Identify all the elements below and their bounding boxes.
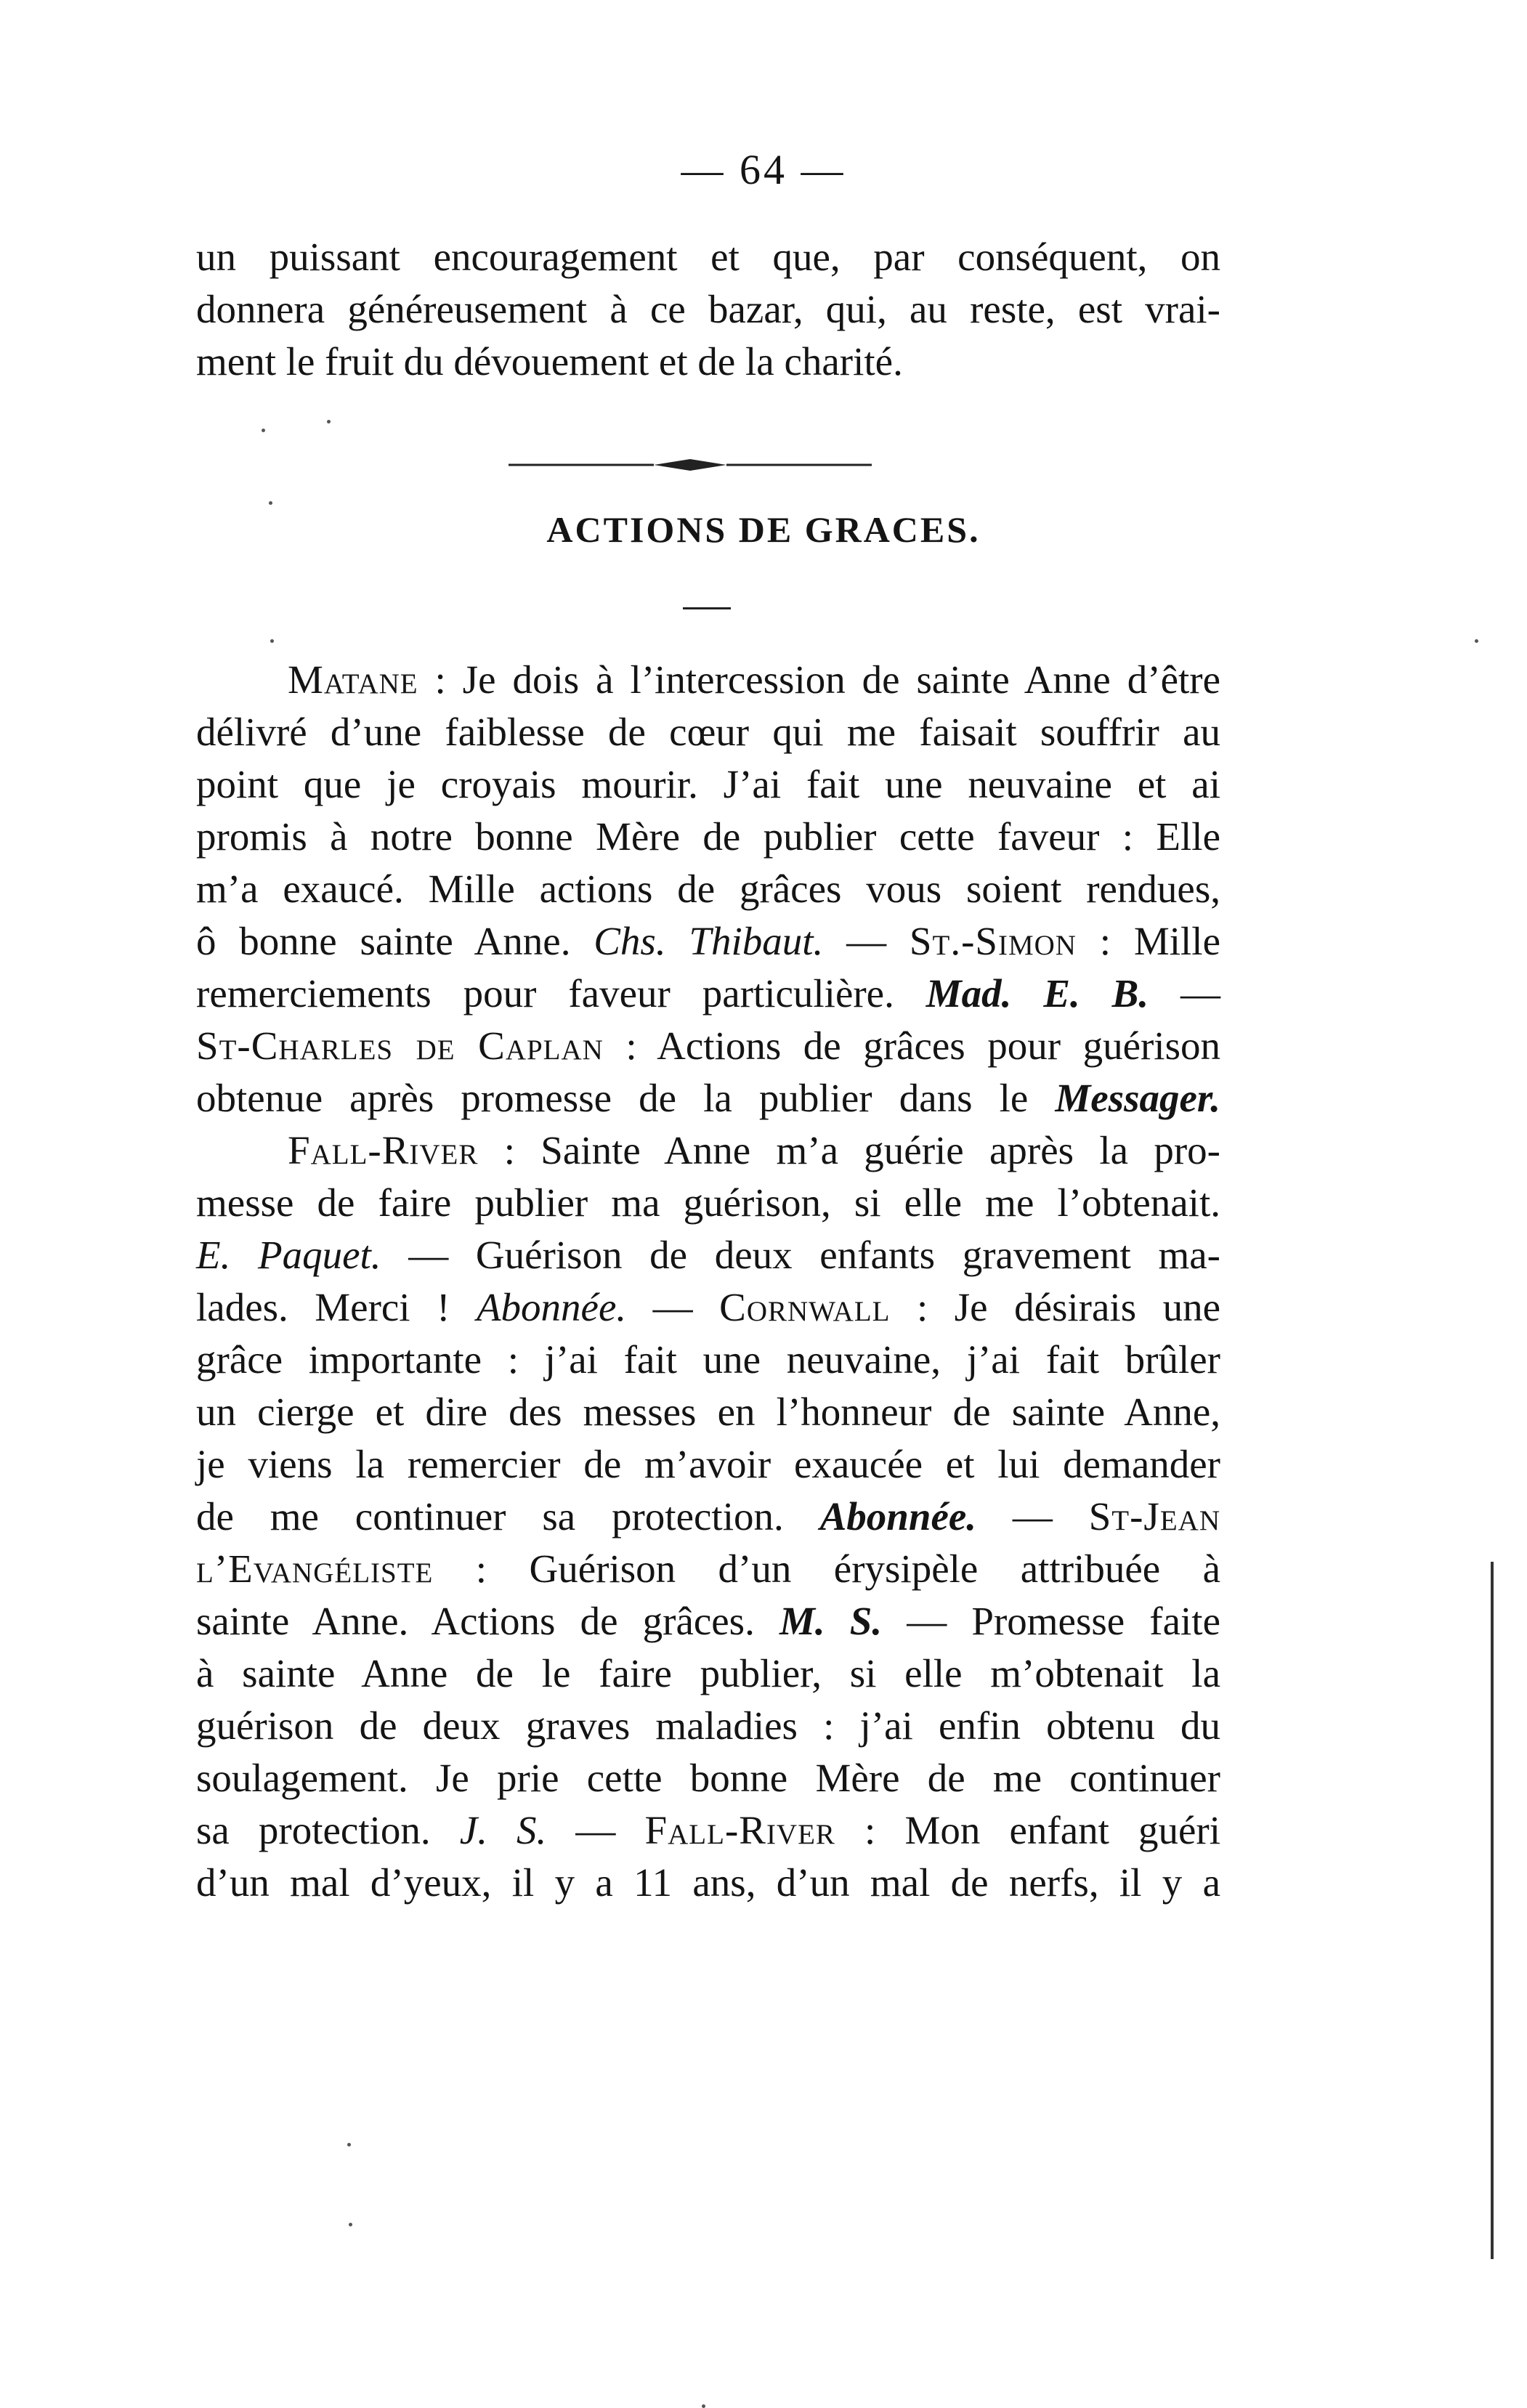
text-run: remerciements pour faveur particulière. xyxy=(196,971,926,1016)
text-line: point que je croyais mourir. J’ai fait une neuvaine et ai xyxy=(196,762,1220,806)
text-run: : Je dois à l’intercession de sainte Anne d’être xyxy=(418,657,1220,702)
text-line xyxy=(196,1804,1220,1857)
text-line: un cierge et dire des messes en l’honneur de sainte Anne, xyxy=(196,1390,1220,1434)
ornament-rule xyxy=(509,456,872,474)
text-line xyxy=(196,1543,1220,1595)
text-run: lades. Merci ! xyxy=(196,1285,477,1329)
signature: J. S. xyxy=(459,1808,547,1852)
signature: Abonnée. xyxy=(476,1285,627,1329)
text-line: délivré d’une faiblesse de cœur qui me faisait souffrir au xyxy=(196,710,1220,754)
signature: Abonnée. xyxy=(819,1494,977,1539)
scan-speck xyxy=(347,2143,351,2146)
text-run: ô bonne sainte Anne. xyxy=(196,919,594,963)
scan-speck xyxy=(1475,639,1478,643)
text-line: soulagement. Je prie cette bonne Mère de me continuer xyxy=(196,1756,1220,1800)
text-line xyxy=(196,654,1220,706)
scan-edge-line xyxy=(1491,1562,1494,2259)
text-run: : Sainte Anne m’a guérie après la pro- xyxy=(478,1128,1220,1172)
scan-speck xyxy=(262,429,265,432)
text-run: sainte Anne. Actions de grâces. xyxy=(196,1599,779,1643)
text-run: — xyxy=(626,1285,720,1329)
place-name: St-Jean xyxy=(1088,1494,1220,1539)
text-run: : Guérison d’un érysipèle attribuée à xyxy=(433,1546,1220,1591)
text-line xyxy=(196,1281,1220,1334)
section-title: ACTIONS DE GRACES. xyxy=(546,509,981,550)
text-line: messe de faire publier ma guérison, si elle me l’obtenait. xyxy=(196,1180,1220,1225)
text-line: donnera généreusement à ce bazar, qui, au reste, est vrai- xyxy=(196,287,1220,331)
text-line xyxy=(196,915,1220,968)
text-line: d’un mal d’yeux, il y a 11 ans, d’un mal de nerfs, il y a xyxy=(196,1860,1220,1905)
text-line: grâce importante : j’ai fait une neuvaine, j’ai fait brûler xyxy=(196,1337,1220,1382)
text-line xyxy=(196,1229,1220,1281)
page-number: — 64 — xyxy=(681,146,846,193)
place-name: Cornwall xyxy=(719,1285,891,1329)
scan-speck xyxy=(349,2223,352,2226)
text-line: promis à notre bonne Mère de publier cette faveur : Elle xyxy=(196,814,1220,859)
scan-speck xyxy=(269,501,272,505)
text-line: à sainte Anne de le faire publier, si elle m’obtenait la xyxy=(196,1651,1220,1695)
text-line xyxy=(196,1020,1220,1072)
text-run: : Actions de grâces pour guérison xyxy=(603,1023,1220,1068)
scan-speck xyxy=(327,420,331,423)
text-run: — xyxy=(1149,971,1221,1016)
text-line xyxy=(196,1124,1220,1177)
text-run: — Guérison de deux enfants gravement ma- xyxy=(381,1233,1220,1277)
text-line: ment le fruit du dévouement et de la charité. xyxy=(196,339,903,384)
text-line xyxy=(196,968,1220,1020)
text-run: — xyxy=(823,919,910,963)
text-run: obtenue après promesse de la publier dans le xyxy=(196,1076,1056,1120)
text-run: — Promesse faite xyxy=(882,1599,1221,1643)
place-name: Fall-River xyxy=(288,1128,479,1172)
text-line: guérison de deux graves maladies : j’ai enfin obtenu du xyxy=(196,1703,1220,1748)
signature: Messager. xyxy=(1055,1076,1220,1120)
text-run: : Je désirais une xyxy=(890,1285,1221,1329)
scan-speck xyxy=(702,2404,705,2408)
thanks-paragraph xyxy=(196,654,1220,1909)
place-name: Fall-River xyxy=(644,1808,835,1852)
text-run: : Mille xyxy=(1076,919,1221,963)
text-run: sa protection. xyxy=(196,1808,460,1852)
text-line xyxy=(196,1072,1220,1124)
place-name: St.-Simon xyxy=(909,919,1077,963)
title-rule xyxy=(683,607,731,609)
place-name: l’Evangéliste xyxy=(196,1546,434,1591)
text-line: m’a exaucé. Mille actions de grâces vous soient rendues, xyxy=(196,867,1220,911)
signature: E. Paquet. xyxy=(196,1233,381,1277)
place-name: Matane xyxy=(288,657,418,702)
text-line xyxy=(196,1595,1220,1647)
signature: Chs. Thibaut. xyxy=(594,919,824,963)
text-line xyxy=(196,1491,1220,1543)
text-run: de me continuer sa protection. xyxy=(196,1494,820,1539)
text-line: un puissant encouragement et que, par conséquent, on xyxy=(196,235,1220,279)
signature: M. S. xyxy=(779,1599,883,1643)
text-run: — xyxy=(546,1808,645,1852)
scan-speck xyxy=(270,639,274,643)
signature: Mad. E. B. xyxy=(925,971,1149,1016)
text-run: : Mon enfant guéri xyxy=(835,1808,1221,1852)
text-line: je viens la remercier de m’avoir exaucée et lui demander xyxy=(196,1442,1220,1486)
text-run: — xyxy=(976,1494,1089,1539)
intro-paragraph xyxy=(196,231,1220,388)
place-name: St-Charles de Caplan xyxy=(196,1023,604,1068)
